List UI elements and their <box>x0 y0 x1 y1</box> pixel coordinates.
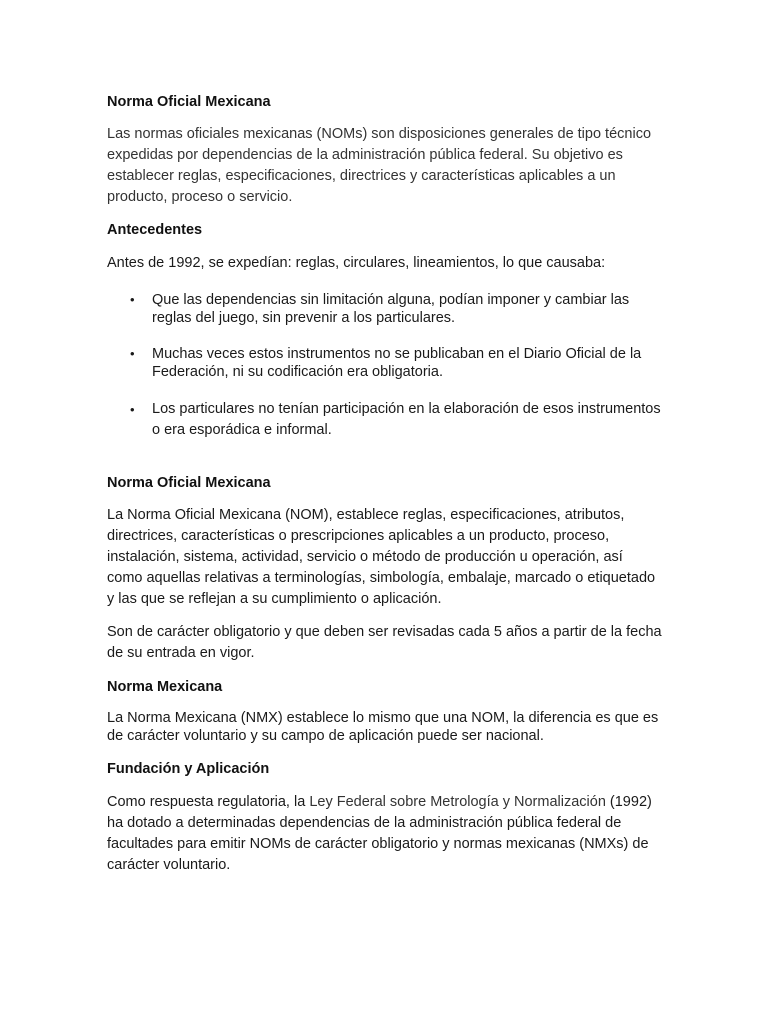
heading-fundacion-aplicacion: Fundación y Aplicación <box>107 761 270 777</box>
obligatorio-paragraph: Son de carácter obligatorio y que deben ser revisadas cada 5 años a partir de la fecha de su entrada en vigor. <box>107 624 662 661</box>
heading-antecedentes: Antecedentes <box>107 222 203 238</box>
list-item <box>107 291 662 327</box>
list-item-text: Muchas veces estos instrumentos no se publicaban en el Diario Oficial de la Federación, ni su codificación era obligatoria. <box>152 346 642 380</box>
heading-norma-mexicana: Norma Mexicana <box>107 679 223 695</box>
heading-norma-oficial-mexicana-2: Norma Oficial Mexicana <box>107 475 271 491</box>
intro-paragraph: Las normas oficiales mexicanas (NOMs) son disposiciones generales de tipo técnico expedidas por dependencias de la administración pública federal. Su objetivo es establecer reglas, especificaciones, directrices y características aplicables a un producto, proceso o servicio. <box>107 126 652 205</box>
nom-definition-paragraph: La Norma Oficial Mexicana (NOM), establece reglas, especificaciones, atributos, directrices, características o prescripciones aplicables a un producto, proceso, instalación, sistema, actividad, servicio o método de producción u operación, así como aquellas relativas a terminologías, simbología, embalaje, marcado o etiquetado y las que se reflejan a su cumplimiento o aplicación. <box>107 507 656 607</box>
bullet-icon: • <box>130 402 135 417</box>
ley-federal-link[interactable]: Ley Federal sobre Metrología y Normalización <box>309 794 606 810</box>
bullet-icon: • <box>130 292 135 307</box>
fundacion-paragraph <box>107 792 662 876</box>
antecedentes-list <box>107 291 662 441</box>
nmx-definition-paragraph: La Norma Mexicana (NMX) establece lo mismo que una NOM, la diferencia es que es de carácter voluntario y su campo de aplicación puede ser nacional. <box>107 710 659 744</box>
heading-norma-oficial-mexicana: Norma Oficial Mexicana <box>107 94 271 110</box>
document-page <box>107 92 662 876</box>
list-item <box>107 399 662 441</box>
fundacion-suffix: (1992) ha dotado a determinadas dependencias de la administración pública federal de facultades para emitir NOMs de carácter obligatorio y normas mexicanas (NMXs) de carácter voluntario. <box>107 794 652 873</box>
fundacion-prefix: Como respuesta regulatoria, la <box>107 794 310 810</box>
list-item-text: Los particulares no tenían participación en la elaboración de esos instrumentos o era esporádica e informal. <box>152 401 661 438</box>
list-item <box>107 345 662 381</box>
bullet-icon: • <box>130 346 135 361</box>
list-item-text: Que las dependencias sin limitación alguna, podían imponer y cambiar las reglas del juego, sin prevenir a los particulares. <box>152 292 630 326</box>
antecedentes-paragraph: Antes de 1992, se expedían: reglas, circulares, lineamientos, lo que causaba: <box>107 255 606 271</box>
